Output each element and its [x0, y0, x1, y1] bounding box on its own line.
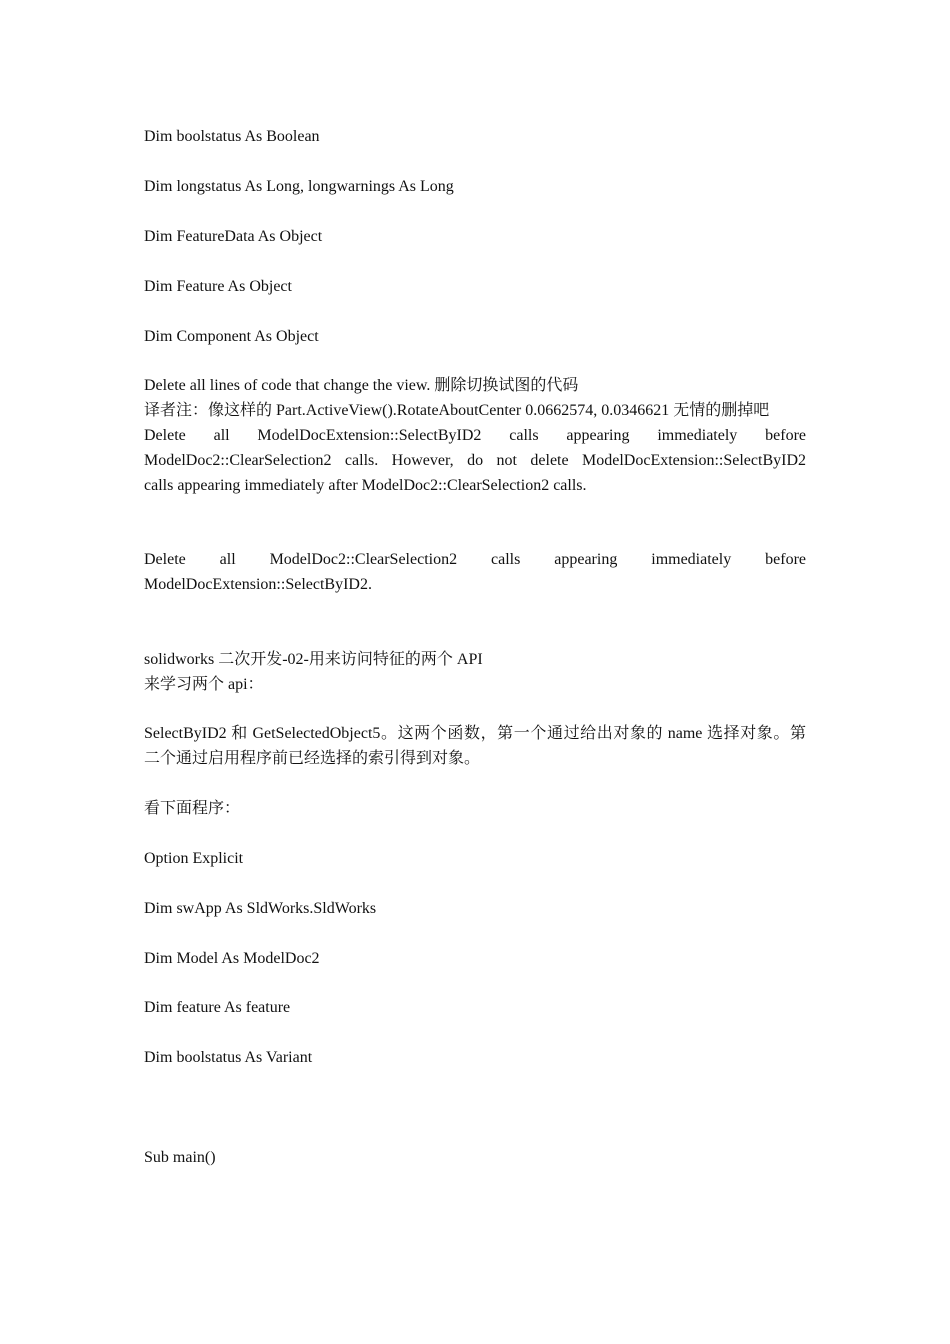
- text-line: Delete all ModelDoc2::ClearSelection2 calls appearing immediately before: [144, 551, 806, 568]
- text-line: SelectByID2 和 GetSelectedObject5。这两个函数，第一个通过给出对象的 name 选择对象。第: [144, 725, 806, 742]
- text-line: Dim longstatus As Long, longwarnings As Long: [144, 178, 454, 195]
- text-line: Delete all lines of code that change the view. 删除切换试图的代码: [144, 377, 579, 394]
- text-line: 译者注：像这样的 Part.ActiveView().RotateAboutCenter 0.0662574, 0.0346621 无情的删掉吧: [144, 402, 770, 419]
- text-line: Sub main(): [144, 1149, 216, 1166]
- text-line: Delete all ModelDocExtension::SelectByID2 calls appearing immediately before: [144, 427, 806, 444]
- text-line: Option Explicit: [144, 850, 244, 867]
- text-line: Dim Model As ModelDoc2: [144, 950, 320, 967]
- text-line: solidworks 二次开发-02-用来访问特征的两个 API: [144, 651, 483, 668]
- text-line: calls appearing immediately after ModelDoc2::ClearSelection2 calls.: [144, 477, 587, 494]
- text-line: 来学习两个 api：: [144, 676, 264, 693]
- text-line: Dim Component As Object: [144, 328, 319, 345]
- text-line: Dim boolstatus As Variant: [144, 1049, 313, 1066]
- text-line: Dim Feature As Object: [144, 278, 292, 295]
- text-line: Dim FeatureData As Object: [144, 228, 323, 245]
- text-line: ModelDoc2::ClearSelection2 calls. However, do not delete ModelDocExtension::SelectByID2: [144, 452, 806, 469]
- text-line: Dim boolstatus As Boolean: [144, 128, 320, 145]
- text-line: 看下面程序：: [144, 800, 241, 817]
- text-line: Dim swApp As SldWorks.SldWorks: [144, 900, 377, 917]
- text-line: ModelDocExtension::SelectByID2.: [144, 576, 372, 593]
- text-line: 二个通过启用程序前已经选择的索引得到对象。: [144, 750, 481, 767]
- text-line: Dim feature As feature: [144, 999, 291, 1016]
